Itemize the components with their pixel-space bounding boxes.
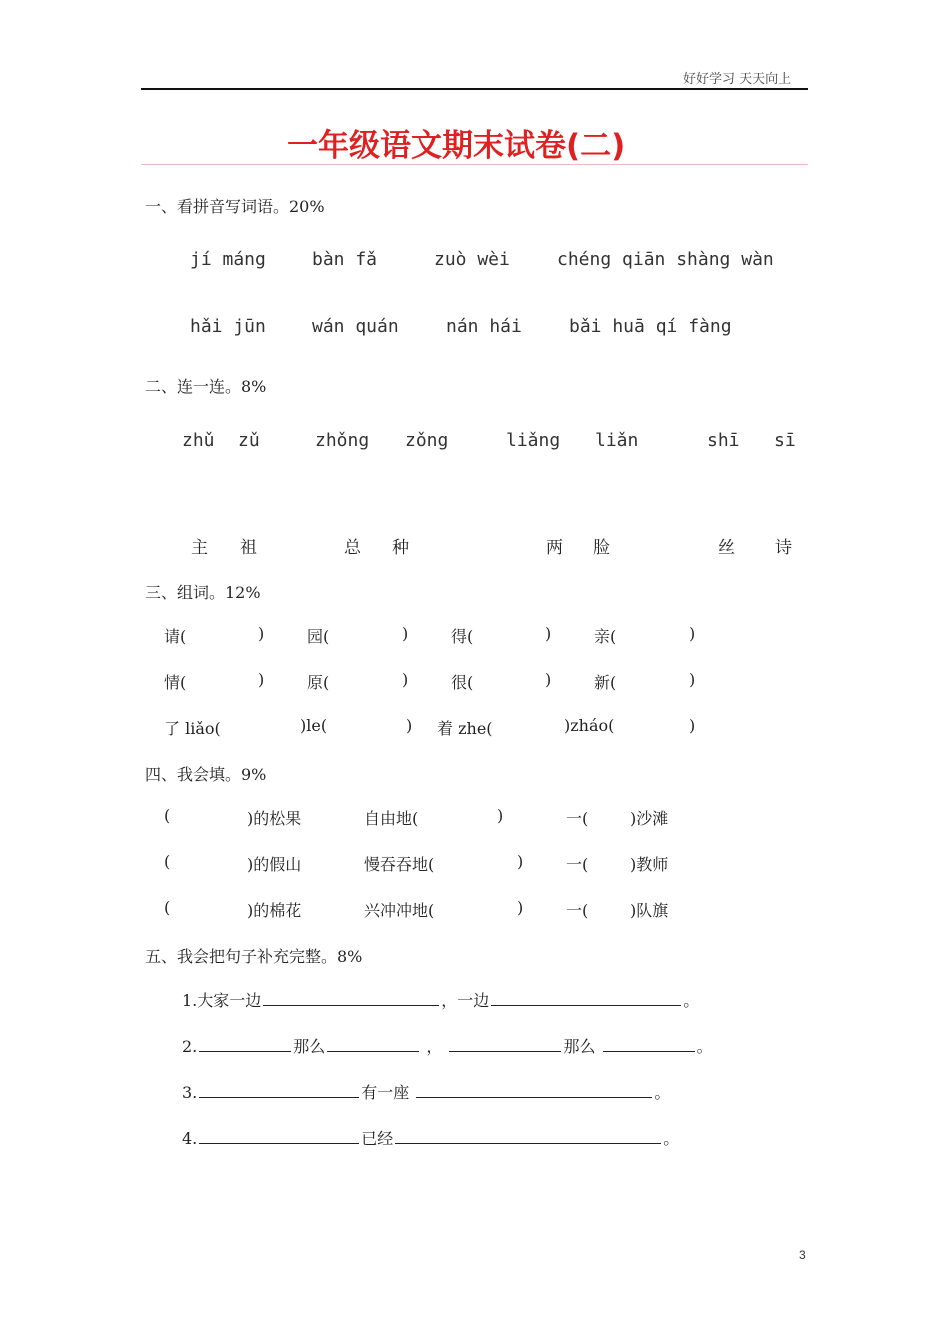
answer-blank[interactable] — [327, 1035, 419, 1052]
sentence-2 — [182, 1034, 713, 1057]
match-char: 总 — [344, 538, 361, 558]
pinyin-syllable: liǎng — [506, 430, 561, 451]
answer-blank[interactable] — [263, 989, 439, 1006]
page-number: 3 — [799, 1248, 806, 1262]
answer-blank[interactable] — [491, 989, 681, 1006]
fill-open: ( — [164, 898, 171, 917]
word-group-open: 新( — [594, 673, 617, 692]
pinyin-word: hǎi jūn — [190, 316, 266, 337]
match-char: 两 — [546, 538, 563, 558]
answer-blank[interactable] — [603, 1035, 695, 1052]
word-group-close: ) — [402, 624, 409, 643]
sentence-number: 3. — [182, 1083, 198, 1102]
fill-phrase: 自由地( — [364, 809, 419, 828]
word-group-close: ) — [258, 670, 265, 689]
section-4-heading: 四、我会填。9% — [145, 765, 267, 784]
fill-phrase: )的假山 — [247, 855, 302, 874]
section-2-heading: 二、连一连。8% — [145, 377, 267, 396]
word-group-open: 情( — [164, 673, 187, 692]
sentence-text: ，一边 — [441, 991, 490, 1010]
sentence-4 — [182, 1126, 679, 1149]
sentence-text: 大家一边 — [197, 991, 262, 1010]
pinyin-word: bàn fǎ — [312, 249, 378, 270]
fill-phrase: )教师 — [630, 855, 669, 874]
fill-phrase: )的棉花 — [247, 901, 302, 920]
section-5-heading: 五、我会把句子补充完整。8% — [145, 947, 363, 966]
word-group-open: 园( — [307, 627, 330, 646]
fill-phrase: )队旗 — [630, 901, 669, 920]
fill-phrase: 慢吞吞地( — [364, 855, 435, 874]
word-group-open: 得( — [451, 627, 474, 646]
pinyin-word: bǎi huā qí fàng — [569, 316, 732, 337]
match-char: 丝 — [718, 538, 735, 558]
answer-blank[interactable] — [395, 1127, 661, 1144]
pinyin-syllable: zhǒng — [315, 430, 370, 451]
fill-phrase: 一( — [566, 809, 589, 828]
sentence-1 — [182, 988, 699, 1011]
pinyin-syllable: sī — [774, 430, 796, 451]
answer-blank[interactable] — [199, 1035, 291, 1052]
word-group-open: 请( — [164, 627, 187, 646]
word-group-close: ) — [689, 624, 696, 643]
sentence-end: 。 — [696, 1037, 713, 1056]
fill-open: ( — [164, 806, 171, 825]
fill-phrase: 一( — [566, 901, 589, 920]
polyphone-mid: )zháo( — [564, 716, 615, 735]
title-rule — [141, 164, 808, 165]
pinyin-syllable: zǒng — [405, 430, 449, 451]
match-char: 种 — [392, 538, 409, 558]
sentence-3 — [182, 1080, 670, 1103]
sentence-text: 那么 — [563, 1037, 596, 1056]
word-group-open: 很( — [451, 673, 474, 692]
sentence-end: 。 — [683, 991, 700, 1010]
polyphone-mid: )le( — [300, 716, 328, 735]
answer-blank[interactable] — [416, 1081, 652, 1098]
pinyin-word: zuò wèi — [434, 249, 510, 270]
pinyin-word: wán quán — [312, 316, 399, 337]
sentence-text: 那么 — [293, 1037, 326, 1056]
answer-blank[interactable] — [199, 1081, 359, 1098]
sentence-number: 2. — [182, 1037, 198, 1056]
sentence-number: 4. — [182, 1129, 198, 1148]
fill-open: ( — [164, 852, 171, 871]
header-rule — [141, 88, 808, 90]
word-group-close: ) — [258, 624, 265, 643]
sentence-text: 有一座 — [361, 1083, 410, 1102]
polyphone-open: 着 zhe( — [437, 719, 493, 738]
polyphone-open: 了 liǎo( — [164, 719, 221, 738]
match-char: 脸 — [593, 538, 610, 558]
word-group-open: 亲( — [594, 627, 617, 646]
fill-phrase: 一( — [566, 855, 589, 874]
pinyin-word: nán hái — [446, 316, 522, 337]
fill-close: ) — [497, 806, 504, 825]
sentence-end: 。 — [654, 1083, 671, 1102]
answer-blank[interactable] — [449, 1035, 561, 1052]
word-group-close: ) — [402, 670, 409, 689]
sentence-number: 1. — [182, 991, 198, 1010]
match-char: 诗 — [775, 538, 792, 558]
fill-phrase: 兴冲冲地( — [364, 901, 435, 920]
sentence-end: 。 — [663, 1129, 680, 1148]
pinyin-syllable: zǔ — [238, 430, 260, 451]
pinyin-syllable: shī — [707, 430, 740, 451]
section-3-heading: 三、组词。12% — [145, 583, 261, 602]
pinyin-syllable: liǎn — [595, 430, 639, 451]
match-char: 祖 — [240, 538, 257, 558]
polyphone-close: ) — [406, 716, 413, 735]
word-group-close: ) — [689, 670, 696, 689]
match-char: 主 — [191, 538, 208, 558]
fill-phrase: )沙滩 — [630, 809, 669, 828]
answer-blank[interactable] — [199, 1127, 359, 1144]
header-slogan: 好好学习 天天向上 — [683, 72, 792, 87]
fill-close: ) — [517, 852, 524, 871]
section-1-heading: 一、看拼音写词语。20% — [145, 197, 325, 216]
fill-phrase: )的松果 — [247, 809, 302, 828]
word-group-close: ) — [545, 624, 552, 643]
word-group-close: ) — [545, 670, 552, 689]
page-title: 一年级语文期末试卷(二) — [287, 128, 626, 164]
pinyin-word: jí máng — [190, 249, 266, 270]
polyphone-close: ) — [689, 716, 696, 735]
sentence-text: 已经 — [361, 1129, 394, 1148]
pinyin-syllable: zhǔ — [182, 430, 215, 451]
word-group-open: 原( — [307, 673, 330, 692]
pinyin-word: chéng qiān shàng wàn — [557, 249, 774, 270]
fill-close: ) — [517, 898, 524, 917]
sentence-text: ， — [426, 1037, 443, 1056]
